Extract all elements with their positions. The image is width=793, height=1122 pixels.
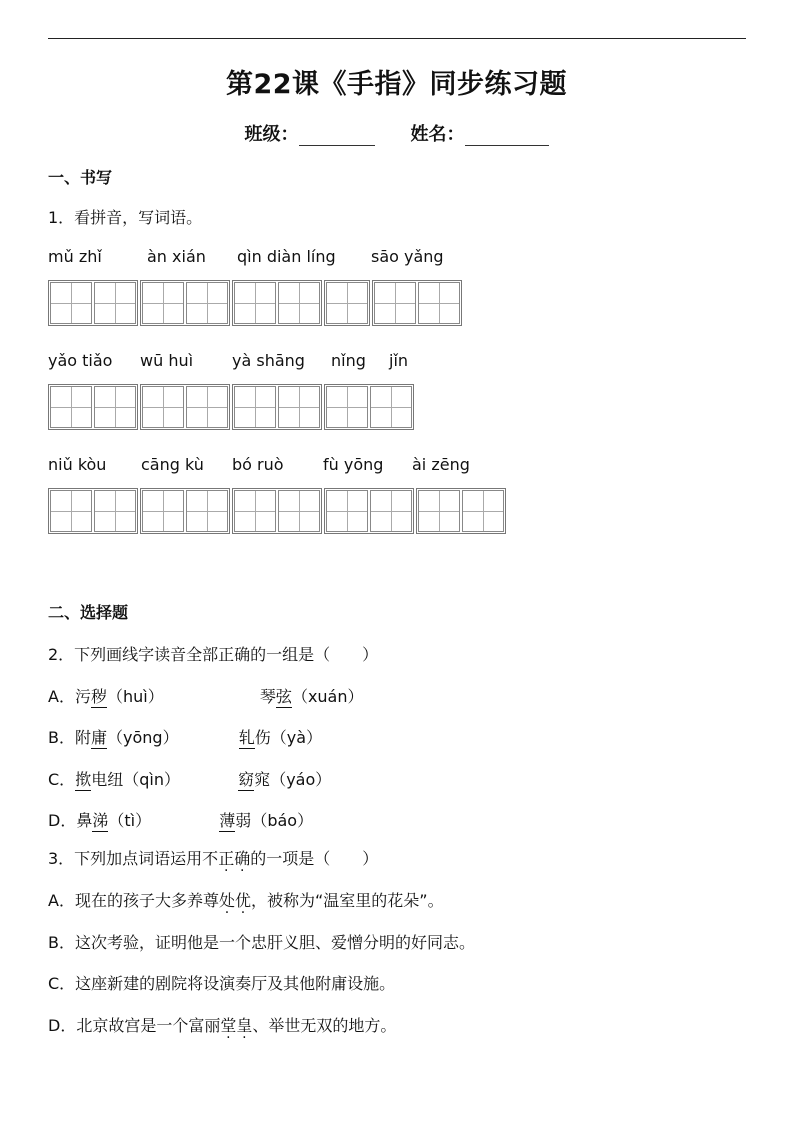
writing-cell[interactable] — [370, 490, 412, 532]
class-blank[interactable] — [299, 125, 375, 146]
writing-cell[interactable] — [50, 490, 92, 532]
writing-cell[interactable] — [142, 386, 184, 428]
dotted-char: 优 — [234, 891, 251, 910]
option-label: A． — [48, 687, 75, 706]
underlined-char: 弦 — [275, 687, 292, 706]
pinyin-label: sāo yǎng — [371, 247, 444, 266]
q3-option-c[interactable]: C．这座新建的剧院将设演奏厅及其他附庸设施。 — [48, 974, 396, 993]
pinyin-label: jǐn — [389, 351, 409, 370]
pinyin-label: cāng kù — [141, 455, 204, 474]
word-box[interactable] — [372, 280, 462, 326]
writing-cell[interactable] — [374, 282, 416, 324]
pinyin-label: mǔ zhǐ — [48, 247, 102, 266]
pinyin-label: bó ruò — [232, 455, 284, 474]
name-label: 姓名： — [410, 124, 465, 145]
writing-cell[interactable] — [370, 386, 412, 428]
writing-cell[interactable] — [418, 282, 460, 324]
writing-cell[interactable] — [278, 490, 320, 532]
dotted-char: 皇 — [236, 1016, 253, 1035]
writing-grid-row-3 — [48, 488, 508, 534]
writing-cell[interactable] — [234, 386, 276, 428]
word-box[interactable] — [416, 488, 506, 534]
word-box[interactable] — [140, 384, 230, 430]
writing-cell[interactable] — [418, 490, 460, 532]
question-3-stem: 3．下列加点词语运用不正确的一项是（ ） — [48, 849, 379, 868]
pinyin-label: niǔ kòu — [48, 455, 107, 474]
writing-cell[interactable] — [278, 386, 320, 428]
q2-option-b[interactable]: B．附庸（yōng） 轧伤（yà） — [48, 728, 323, 747]
q2-option-c[interactable]: C．揿电纽（qìn） 窈窕（yáo） — [48, 770, 332, 789]
section-heading-choice: 二、选择题 — [48, 603, 129, 622]
class-label: 班级： — [244, 124, 299, 145]
pinyin-label: wū huì — [140, 351, 194, 370]
word-box[interactable] — [232, 280, 322, 326]
writing-grid-row-2 — [48, 384, 416, 430]
writing-cell[interactable] — [186, 386, 228, 428]
writing-cell[interactable] — [186, 490, 228, 532]
writing-grid-row-1 — [48, 280, 464, 326]
q3-option-b[interactable]: B．这次考验，证明他是一个忠肝义胆、爱憎分明的好同志。 — [48, 933, 475, 952]
underlined-char: 秽 — [90, 687, 107, 706]
option-label: C． — [48, 770, 76, 789]
pinyin-label: qìn diàn líng — [237, 247, 336, 266]
writing-cell[interactable] — [94, 386, 136, 428]
writing-cell[interactable] — [326, 490, 368, 532]
dotted-char: 堂 — [220, 1016, 237, 1035]
underlined-char: 窈 — [238, 770, 255, 789]
student-info-row — [0, 120, 793, 146]
writing-cell[interactable] — [326, 386, 368, 428]
writing-cell[interactable] — [142, 490, 184, 532]
q3-option-d[interactable]: D．北京故宫是一个富丽堂皇、举世无双的地方。 — [48, 1016, 397, 1035]
writing-cell[interactable] — [186, 282, 228, 324]
dotted-char: 正 — [218, 849, 235, 868]
word-box[interactable] — [140, 280, 230, 326]
option-label: D． — [48, 811, 77, 830]
word-box[interactable] — [324, 280, 370, 326]
word-box[interactable] — [48, 280, 138, 326]
writing-cell[interactable] — [94, 282, 136, 324]
pinyin-label: ài zēng — [412, 455, 470, 474]
writing-cell[interactable] — [278, 282, 320, 324]
section-heading-writing: 一、书写 — [48, 168, 113, 187]
question-2-stem: 2．下列画线字读音全部正确的一组是（ ） — [48, 645, 379, 664]
writing-cell[interactable] — [234, 490, 276, 532]
dotted-char: 确 — [234, 849, 251, 868]
question-1-stem: 1．看拼音，写词语。 — [48, 208, 203, 227]
underlined-char: 揿 — [75, 770, 92, 789]
option-label: B． — [48, 728, 75, 747]
pinyin-label: nǐng — [331, 351, 366, 370]
q2-option-d[interactable]: D．鼻涕（tì） 薄弱（báo） — [48, 811, 314, 830]
pinyin-label: àn xián — [147, 247, 206, 266]
underlined-char: 庸 — [91, 728, 108, 747]
writing-cell[interactable] — [50, 282, 92, 324]
word-box[interactable] — [324, 384, 414, 430]
writing-cell[interactable] — [142, 282, 184, 324]
writing-cell[interactable] — [326, 282, 368, 324]
q2-option-a[interactable]: A．污秽（huì） 琴弦（xuán） — [48, 687, 364, 706]
word-box[interactable] — [48, 384, 138, 430]
pinyin-label: yǎo tiǎo — [48, 351, 113, 370]
word-box[interactable] — [324, 488, 414, 534]
word-box[interactable] — [140, 488, 230, 534]
word-box[interactable] — [48, 488, 138, 534]
writing-cell[interactable] — [462, 490, 504, 532]
pinyin-label: yà shāng — [232, 351, 305, 370]
q3-option-a[interactable]: A．现在的孩子大多养尊处优，被称为“温室里的花朵”。 — [48, 891, 444, 910]
writing-cell[interactable] — [50, 386, 92, 428]
word-box[interactable] — [232, 384, 322, 430]
writing-cell[interactable] — [94, 490, 136, 532]
underlined-char: 涕 — [92, 811, 109, 830]
pinyin-label: fù yōng — [323, 455, 384, 474]
dotted-char: 处 — [218, 891, 235, 910]
page-title: 第22课《手指》同步练习题 — [225, 69, 568, 100]
top-rule — [48, 38, 746, 39]
underlined-char: 轧 — [238, 728, 255, 747]
word-box[interactable] — [232, 488, 322, 534]
writing-cell[interactable] — [234, 282, 276, 324]
name-blank[interactable] — [465, 125, 549, 146]
underlined-char: 薄 — [219, 811, 236, 830]
